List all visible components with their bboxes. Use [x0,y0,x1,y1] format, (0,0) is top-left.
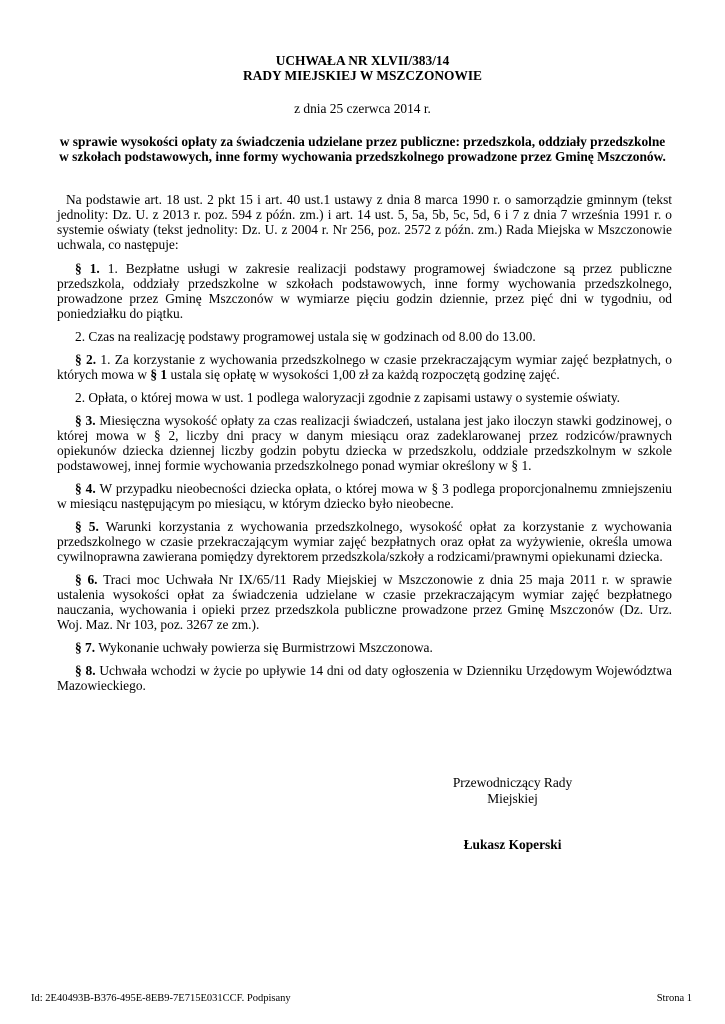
section-2-ref: § 1 [150,367,168,382]
section-7-mark: § 7. [75,640,96,655]
title-line-2: RADY MIEJSKIEJ W MSZCZONOWIE [243,68,482,83]
section-4-mark: § 4. [75,481,96,496]
section-6-text: Traci moc Uchwała Nr IX/65/11 Rady Miejskiej w Mszczonowie z dnia 25 maja 2011 r. w sprawie ustalenia wysokości opłat za świadczenia udzielane w czasie przekraczającym wymiar zajęć bezpłatnego nauczania, wychowania i opieki przez przedszkola publiczne prowadzone przez Gminę Mszczonów (Dz. Urz. Woj. Maz. Nr 103, poz. 3267 ze zm.). [57,572,672,632]
section-7 [57,640,672,655]
subject-line-1: w sprawie wysokości opłaty za świadczenia udzielane przez publiczne: przedszkola, oddziały przedszkolne [59,134,666,149]
section-4 [57,481,672,511]
section-5-mark: § 5. [75,519,99,534]
section-2-text-b: ustala się opłatę w wysokości 1,00 zł za każdą rozpoczętą godzinę zajęć. [167,367,560,382]
signature-role-line-2: Miejskiej [487,791,538,806]
section-2-mark: § 2. [75,352,97,367]
section-8-text: Uchwała wchodzi w życie po upływie 14 dni od daty ogłoszenia w Dzienniku Urzędowym Województwa Mazowieckiego. [57,663,673,693]
footer-page-number: Strona 1 [656,993,692,1004]
signature-name: Łukasz Koperski [463,837,562,852]
signature-role [440,775,585,807]
section-2-para-1 [57,352,672,382]
section-1-mark: § 1. [75,261,100,276]
title-line-1: UCHWAŁA NR XLVII/383/14 [275,53,450,68]
section-7-text: Wykonanie uchwały powierza się Burmistrzowi Mszczonowa. [95,640,433,655]
section-6-mark: § 6. [75,572,98,587]
section-8-mark: § 8. [75,663,96,678]
signature-role-line-1: Przewodniczący Rady [452,775,573,790]
document-title [0,53,725,83]
section-5 [57,519,672,564]
section-3-mark: § 3. [75,413,96,428]
section-4-text: W przypadku nieobecności dziecka opłata, o której mowa w § 3 podlega proporcjonalnemu zmniejszeniu w miesiącu następującym po miesiącu, w którym dziecko było nieobecne. [57,481,672,511]
subject-line-2: w szkołach podstawowych, inne formy wychowania przedszkolnego prowadzone przez Gminę Mszczonów. [59,149,666,164]
document-subject [0,134,725,164]
document-body [57,192,672,701]
document-date: z dnia 25 czerwca 2014 r. [294,101,431,116]
section-2-text-a: 1. Za korzystanie z wychowania przedszkolnego w czasie przekraczającym wymiar zajęć bezpłatnych, o których mowa w [57,352,672,382]
section-5-text: Warunki korzystania z wychowania przedszkolnego, wysokość opłat za korzystanie z wychowania przedszkolnego w czasie przekraczającym wymiar zajęć bezpłatnych oraz opłat za wyżywienie, określa umowa cywilnoprawna zawierana pomiędzy dyrektorem przedszkola/szkoły a rodzicami/prawnymi opiekunami dziecka. [57,519,672,564]
section-6 [57,572,672,632]
preamble: Na podstawie art. 18 ust. 2 pkt 15 i art. 40 ust.1 ustawy z dnia 8 marca 1990 r. o samorządzie gminnym (tekst jednolity: Dz. U. z 2013 r. poz. 594 z późn. zm.) i art. 14 ust. 5, 5a, 5b, 5c, 5d, 6 i 7 z dnia 7 września 1991 r. o systemie oświaty (tekst jednolity: Dz. U. z 2004 r. Nr 256, poz. 2572 z późn. zm.) Rada Miejska w Mszczonowie uchwala, co następuje: [57,192,672,252]
section-1-para-2: 2. Czas na realizację podstawy programowej ustala się w godzinach od 8.00 do 13.00. [75,329,536,344]
section-1-text: 1. Bezpłatne usługi w zakresie realizacji podstawy programowej świadczone są przez publiczne przedszkola, oddziały przedszkolne w szkołach podstawowych, inne formy wychowania przedszkolnego, prowadzone przez Gminę Mszczonów w wymiarze pięciu godzin dziennie, przez pięć dni w tygodniu, od poniedziałku do piątku. [57,261,673,321]
section-3 [57,413,672,473]
section-1-para-1 [57,261,672,321]
section-2-para-2: 2. Opłata, o której mowa w ust. 1 podlega waloryzacji zgodnie z zapisami ustawy o systemie oświaty. [75,390,621,405]
section-3-text: Miesięczna wysokość opłaty za czas realizacji świadczeń, ustalana jest jako iloczyn stawki godzinowej, o której mowa w § 2, liczby dni pracy w danym miesiącu oraz zadeklarowanej przez rodziców/prawnych opiekunów dziecka dziennej liczby godzin pobytu dziecka w przedszkolu, oddziale przedszkolnym w szkole podstawowej, innej formie wychowania przedszkolnego ponad wymiar określony w § 1. [57,413,672,473]
footer-document-id: Id: 2E40493B-B376-495E-8EB9-7E715E031CCF. Podpisany [31,993,291,1004]
section-8 [57,663,672,693]
